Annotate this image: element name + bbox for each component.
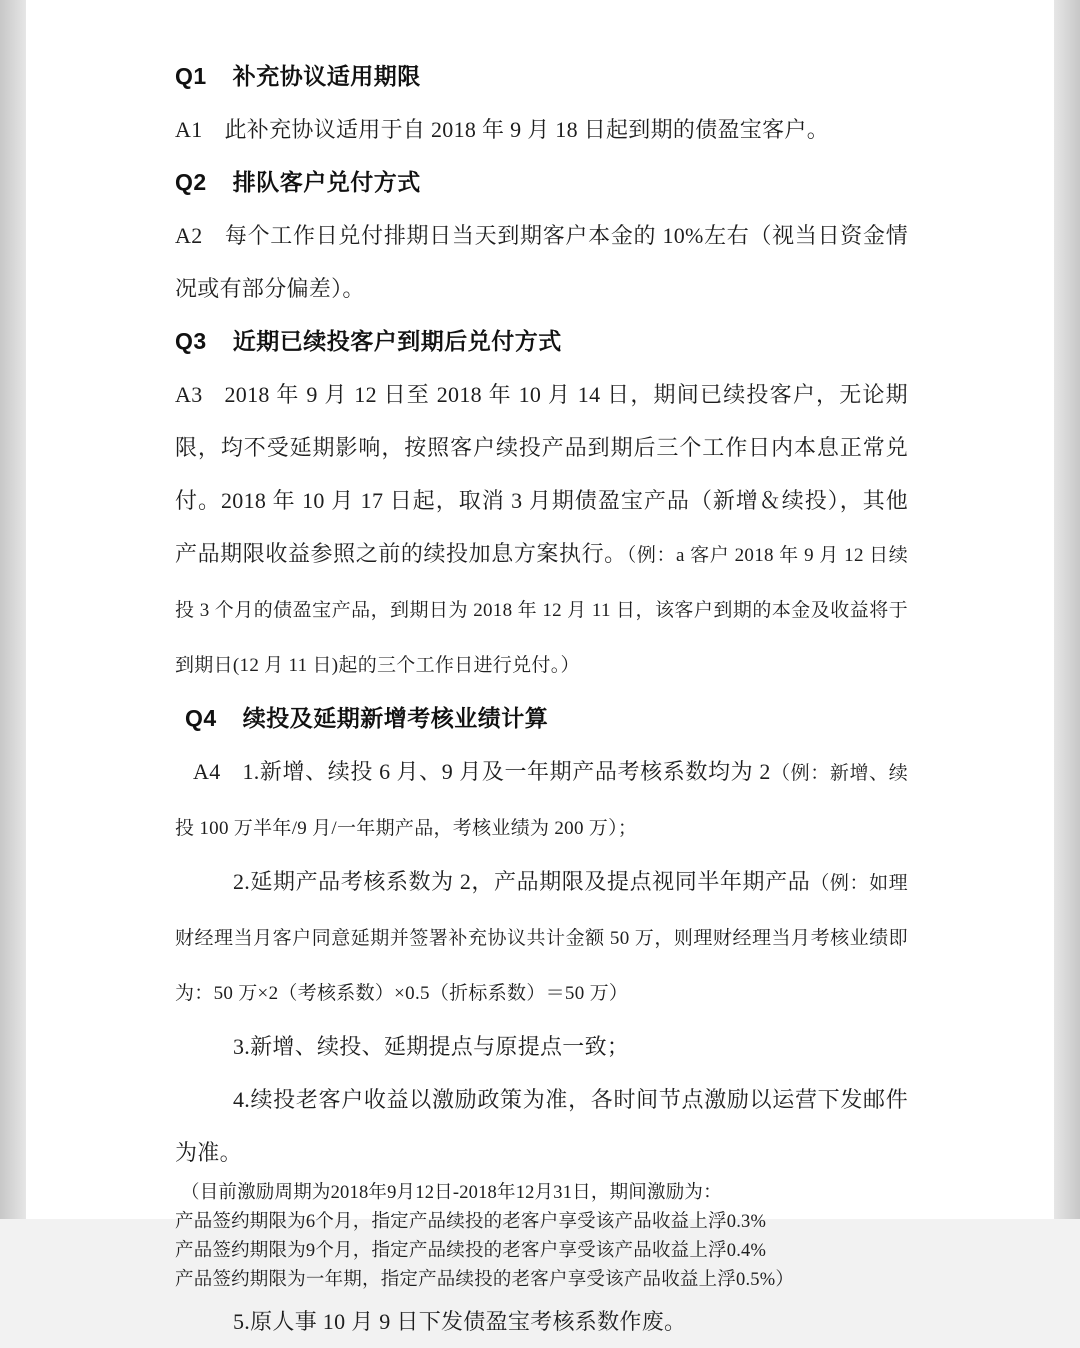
- answer-2: [175, 209, 908, 315]
- answer-4-item-4: [175, 1073, 908, 1179]
- page-left-edge: [0, 0, 26, 1219]
- answer-3-label: A3: [175, 382, 203, 407]
- answer-3-text: 2018 年 9 月 12 日至 2018 年 10 月 14 日，期间已续投客户，无论期限，均不受延期影响，按照客户续投产品到期后三个工作日内本息正常兑付。2018 年 10 月 17 日起，取消 3 月期债盈宝产品（新增＆续投），其他产品期限收益参照之前的续投加息方案执行。: [175, 382, 908, 566]
- answer-4-item-1-text: 1.新增、续投 6 月、9 月及一年期产品考核系数均为 2: [242, 759, 771, 784]
- answer-4-item-5-text: 5.原人事 10 月 9 日下发债盈宝考核系数作废。: [233, 1309, 687, 1334]
- answer-1: [175, 103, 908, 156]
- question-2-label: Q2: [175, 169, 207, 195]
- answer-4-item-4-incentive-note: [175, 1179, 908, 1295]
- answer-4-item-1: [175, 745, 908, 855]
- document-content: [175, 0, 908, 1348]
- answer-4-item-4-text: 4.续投老客户收益以激励政策为准，各时间节点激励以运营下发邮件为准。: [175, 1087, 908, 1165]
- question-2-title: 排队客户兑付方式: [232, 169, 421, 195]
- question-1-title: 补充协议适用期限: [232, 63, 421, 89]
- question-3-title: 近期已续投客户到期后兑付方式: [232, 328, 562, 354]
- question-2-heading: [175, 156, 908, 209]
- answer-4-item-2-example-note: （例：如理财经理当月客户同意延期并签署补充协议共计金额 50 万，则理财经理当月考核业绩即为：50 万×2（考核系数）×0.5（折标系数）＝50 万）: [175, 873, 908, 1004]
- question-4-heading: [175, 692, 908, 745]
- question-4-label: Q4: [185, 705, 217, 731]
- answer-4-item-2-text: 2.延期产品考核系数为 2，产品期限及提点视同半年期产品: [233, 869, 811, 894]
- answer-4-item-3-text: 3.新增、续投、延期提点与原提点一致；: [233, 1034, 630, 1059]
- incentive-note-line-4: 产品签约期限为一年期，指定产品续投的老客户享受该产品收益上浮0.5%）: [175, 1270, 795, 1290]
- answer-4-item-3: [175, 1020, 908, 1073]
- answer-4-item-1-example-note: （例：新增、续投 100 万半年/9 月/一年期产品，考核业绩为 200 万）；: [175, 763, 909, 839]
- answer-4-item-2: [175, 855, 908, 1020]
- answer-1-text: 此补充协议适用于自 2018 年 9 月 18 日起到期的债盈宝客户。: [224, 117, 830, 142]
- question-3-heading: [175, 315, 908, 368]
- incentive-note-line-1: （目前激励周期为2018年9月12日-2018年12月31日，期间激励为：: [181, 1183, 722, 1203]
- answer-4-item-5: [175, 1295, 908, 1348]
- page-right-edge: [1054, 0, 1080, 1219]
- answer-2-text: 每个工作日兑付排期日当天到期客户本金的 10%左右（视当日资金情况或有部分偏差）。: [175, 223, 908, 301]
- incentive-note-line-3: 产品签约期限为9个月，指定产品续投的老客户享受该产品收益上浮0.4%: [175, 1241, 767, 1261]
- question-4-title: 续投及延期新增考核业绩计算: [242, 705, 549, 731]
- answer-3: [175, 368, 908, 692]
- answer-3-example-note: （例：a 客户 2018 年 9 月 12 日续投 3 个月的债盈宝产品，到期日为 2018 年 12 月 11 日，该客户到期的本金及收益将于到期日(12 月 11 日)起的三个工作日进行兑付。）: [175, 545, 908, 676]
- question-3-label: Q3: [175, 328, 207, 354]
- question-1-label: Q1: [175, 63, 207, 89]
- answer-1-label: A1: [175, 117, 203, 142]
- answer-2-label: A2: [175, 223, 203, 248]
- question-1-heading: [175, 50, 908, 103]
- incentive-note-line-2: 产品签约期限为6个月，指定产品续投的老客户享受该产品收益上浮0.3%: [175, 1212, 767, 1232]
- answer-4-label: A4: [193, 759, 221, 784]
